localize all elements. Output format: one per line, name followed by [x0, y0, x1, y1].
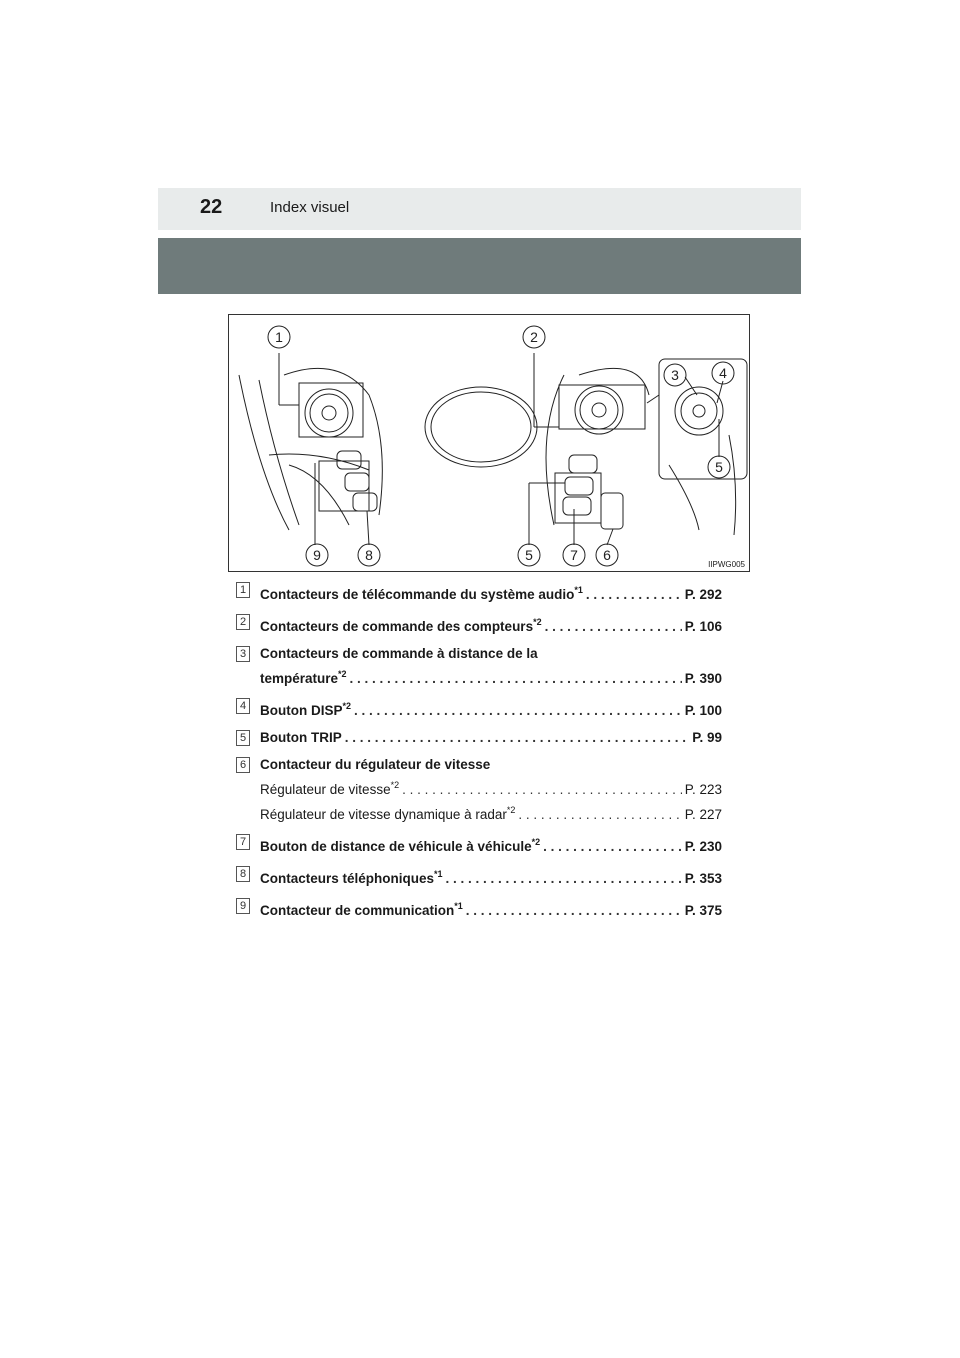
callout-2-label: 2 [530, 329, 538, 345]
page-ref-link[interactable]: P. 375 [684, 903, 722, 918]
item-number: 8 [236, 866, 250, 882]
callout-8-label: 8 [365, 547, 373, 563]
page-ref-link[interactable]: P. 230 [684, 839, 722, 854]
list-item: 6 Contacteur du régulateur de vitesse Régulateur de vitesse$^{*2}$ . . . P. 223 Régulateur de vitesse dynamique à radar$^{*2}$ . . . P. 227 [236, 755, 722, 825]
header-band [158, 238, 801, 294]
item-number: 3 [236, 646, 250, 662]
callout-4-label: 4 [719, 365, 727, 381]
page-ref-link[interactable]: P. 227 [684, 807, 722, 822]
list-item: 8 Contacteurs téléphoniques$^{*1}$ . . . P. 353 [236, 864, 722, 889]
item-number: 9 [236, 898, 250, 914]
list-item: 2 Contacteurs de commande des compteurs$^{*2}$ . . . P. 106 [236, 612, 722, 637]
item-number: 7 [236, 834, 250, 850]
item-number: 6 [236, 757, 250, 773]
page-ref-link[interactable]: P. 390 [684, 671, 722, 686]
list-item: 7 Bouton de distance de véhicule à véhicule$^{*2}$ . . . P. 230 [236, 832, 722, 857]
page-number: 22 [200, 196, 223, 218]
index-list [236, 580, 722, 928]
list-item: 1 Contacteurs de télécommande du système audio$^{*1}$ . . . P. 292 [236, 580, 722, 605]
steering-wheel-drawing [229, 315, 751, 573]
page-ref-link[interactable]: P. 223 [684, 782, 722, 797]
page-ref-link[interactable]: P. 99 [692, 730, 722, 745]
page-ref-link[interactable]: P. 100 [684, 703, 722, 718]
callout-6-label: 6 [603, 547, 611, 563]
page-ref-link[interactable]: P. 292 [684, 587, 722, 602]
callout-5b-label: 5 [525, 547, 533, 563]
steering-wheel-illustration [228, 314, 750, 572]
item-number: 2 [236, 614, 250, 630]
callout-5-inset-label: 5 [715, 459, 723, 475]
callout-9-label: 9 [313, 547, 321, 563]
list-item: 5 Bouton TRIP . . . P. 99 [236, 728, 722, 748]
item-number: 5 [236, 730, 250, 746]
callout-1-label: 1 [275, 329, 283, 345]
page-header [158, 188, 801, 230]
list-item: 4 Bouton DISP$^{*2}$ . . . P. 100 [236, 696, 722, 721]
section-title: Index visuel [270, 199, 350, 216]
item-number: 1 [236, 582, 250, 598]
figure-code: IIPWG005 [708, 560, 745, 569]
page-ref-link[interactable]: P. 353 [684, 871, 722, 886]
page-ref-link[interactable]: P. 106 [684, 619, 722, 634]
item-number: 4 [236, 698, 250, 714]
callout-3-label: 3 [671, 367, 679, 383]
list-item: 9 Contacteur de communication$^{*1}$ . . . P. 375 [236, 896, 722, 921]
list-item: 3 Contacteurs de commande à distance de la température$^{*2}$ . . . P. 390 [236, 644, 722, 689]
callout-7-label: 7 [570, 547, 578, 563]
